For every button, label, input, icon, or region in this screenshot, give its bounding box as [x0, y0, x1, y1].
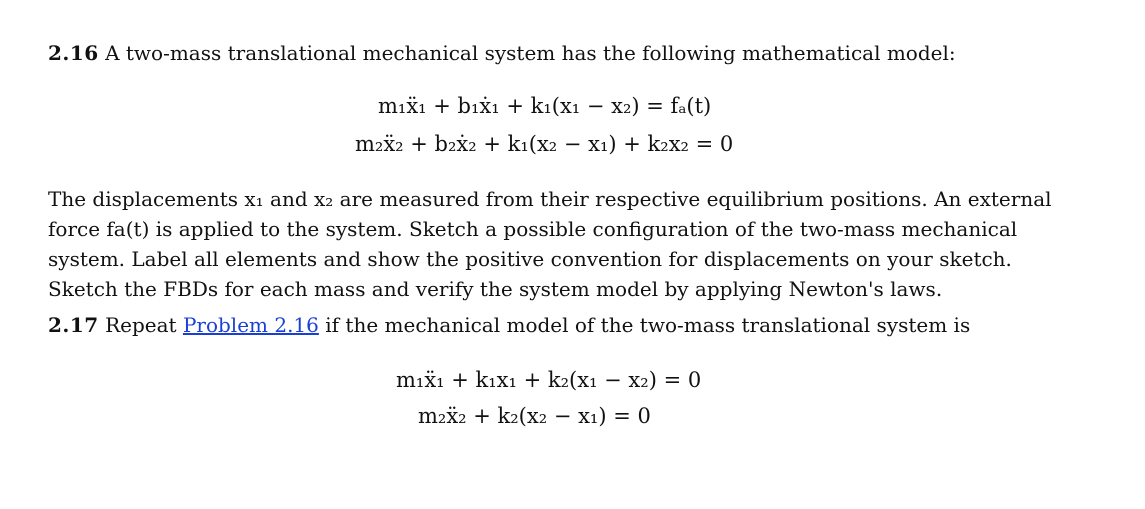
problem-217-equation-1 [396, 368, 701, 392]
equation-text: m₂ẍ₂ + b₂ẋ₂ + k₁(x₂ − x₁) + k₂x₂ = 0 [355, 132, 734, 156]
equation-text: m₁ẍ₁ + k₁x₁ + k₂(x₁ − x₂) = 0 [396, 368, 702, 392]
problem-216-link[interactable]: Problem 2.16 [182, 313, 319, 337]
body-line: force fa(t) is applied to the system. Sketch a possible configuration of the two-mass mechanical [48, 217, 1018, 241]
body-line: Sketch the FBDs for each mass and verify the system model by applying Newton's laws. [48, 277, 943, 301]
problem-217-text-before: Repeat [105, 313, 177, 337]
problem-216-body [48, 184, 1118, 304]
equation-text: m₂ẍ₂ + k₂(x₂ − x₁) = 0 [418, 404, 651, 428]
problem-217-equation-2 [418, 404, 651, 428]
problem-216-equation-1 [378, 94, 711, 118]
body-line: The displacements x₁ and x₂ are measured from their respective equilibrium positions. An external [48, 187, 1052, 211]
problem-217-number: 2.17 [48, 313, 99, 337]
body-line: system. Label all elements and show the positive convention for displacements on your sketch. [48, 247, 1012, 271]
problem-216-number: 2.16 [48, 41, 99, 65]
problem-216-intro-text: A two-mass translational mechanical system has the following mathematical model: [105, 41, 956, 65]
problem-217-intro [48, 310, 970, 340]
problem-216-equation-2 [355, 132, 733, 156]
problem-216-intro [48, 38, 956, 68]
problem-217-text-after: if the mechanical model of the two-mass translational system is [325, 313, 971, 337]
equation-text: m₁ẍ₁ + b₁ẋ₁ + k₁(x₁ − x₂) = fₐ(t) [378, 94, 712, 118]
